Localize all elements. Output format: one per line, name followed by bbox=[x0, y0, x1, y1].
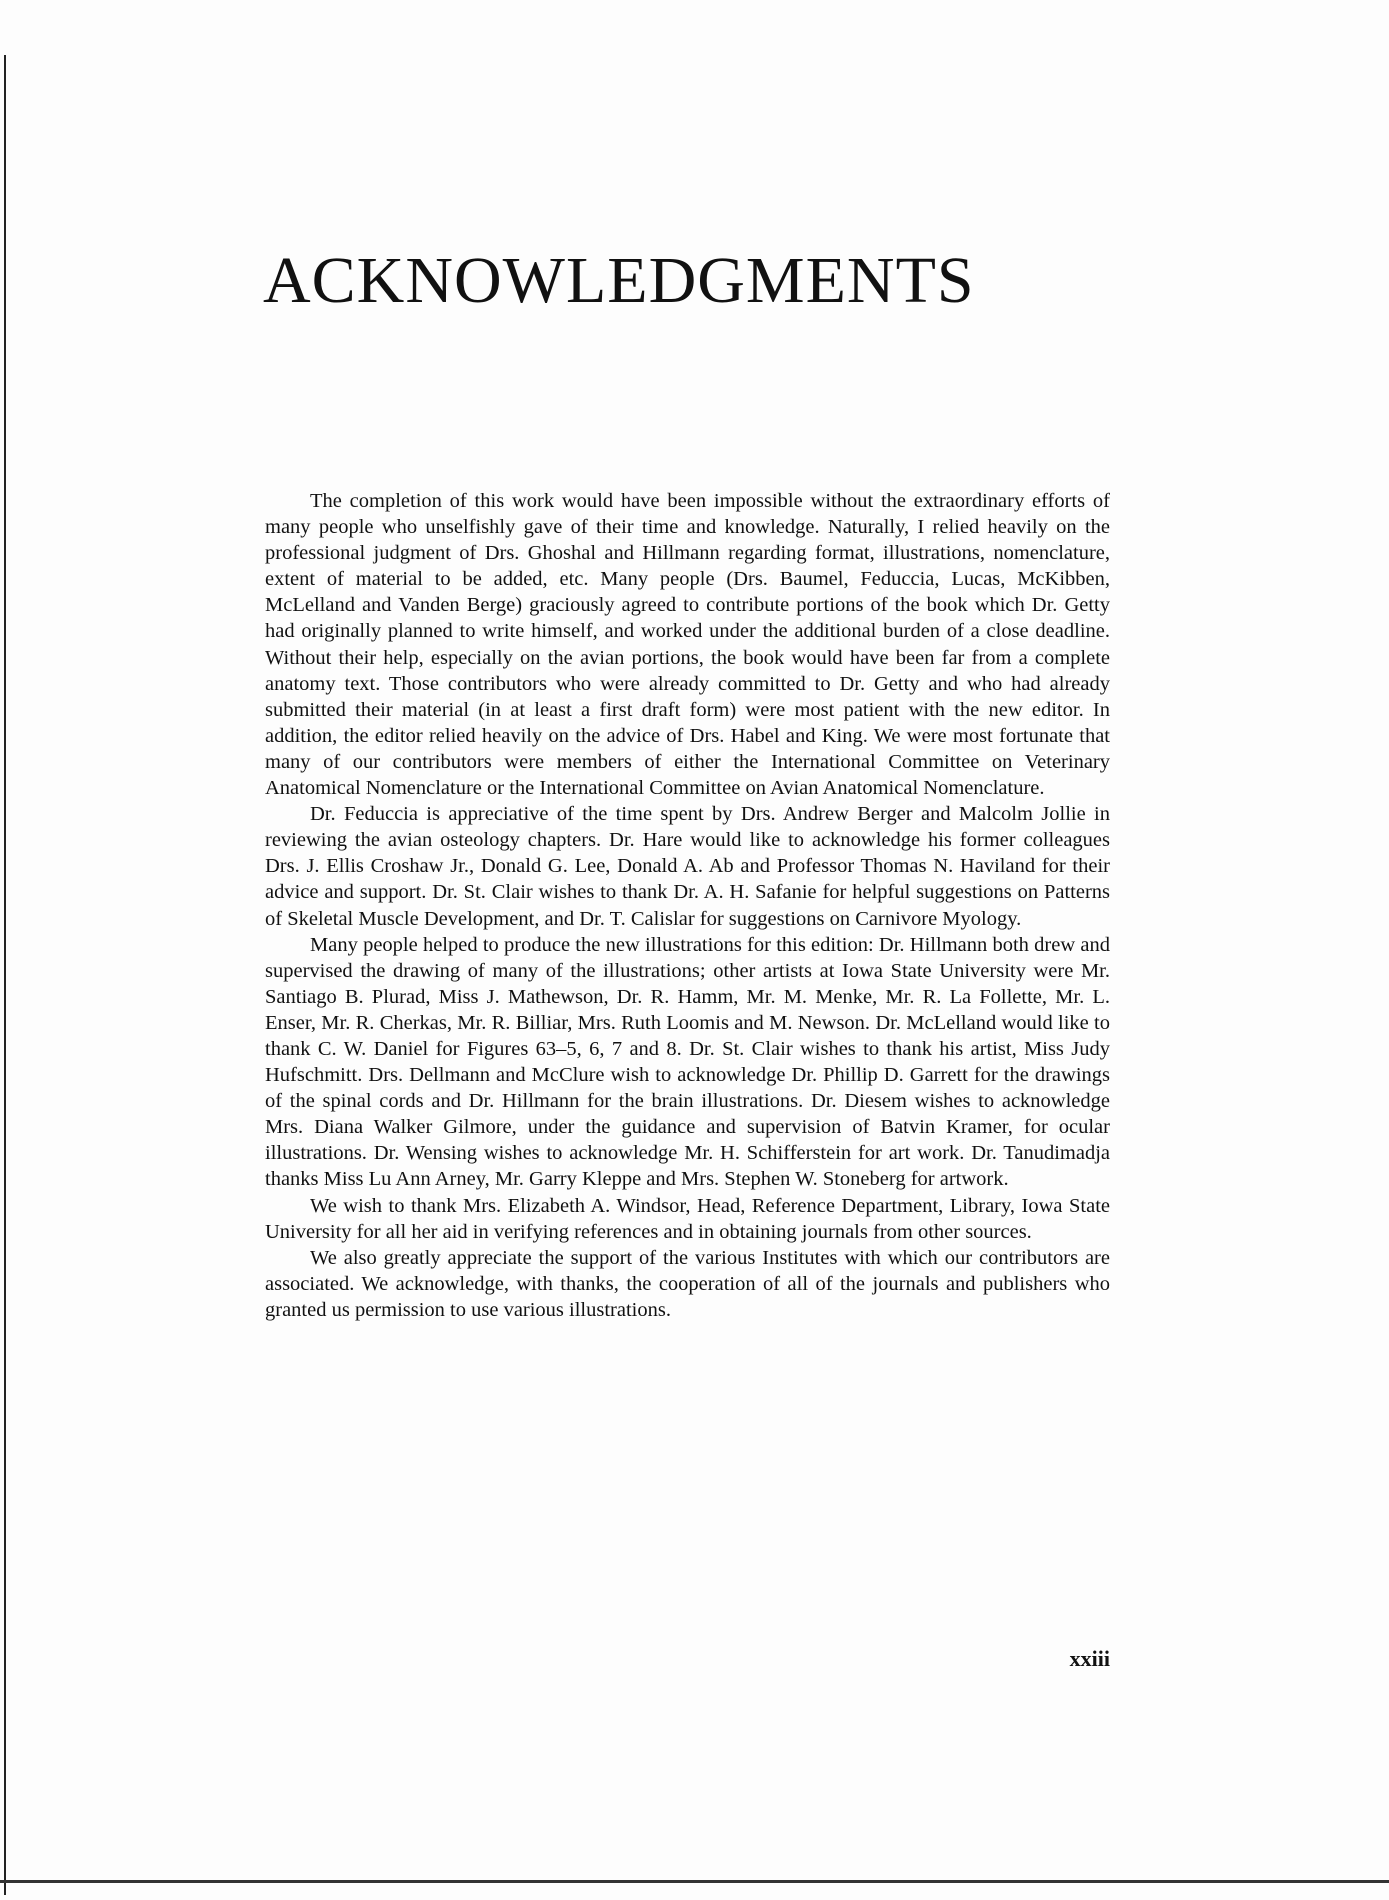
paragraph-completion: The completion of this work would have been impossible without the extraordinary efforts of many people who unselfishly gave of their time and knowledge. Naturally, I relied heavily on the professional judgment of Drs. Ghoshal and Hillmann regarding format, illustrations, nomenclature, extent of material to be added, etc. Many people (Drs. Baumel, Feduccia, Lucas, McKibben, McLelland and Vanden Berge) graciously agreed to contribute portions of the book which Dr. Getty had originally planned to write himself, and worked under the additional burden of a close deadline. Without their help, especially on the avian portions, the book would have been far from a complete anatomy text. Those contributors who were already committed to Dr. Getty and who had already submitted their material (in at least a first draft form) were most patient with the new editor. In addition, the editor relied heavily on the advice of Drs. Habel and King. We were most fortunate that many of our contributors were members of either the International Committee on Veterinary Anatomical Nomenclature or the International Committee on Avian Anatomical Nomenclature. bbox=[265, 490, 1110, 800]
page-number: xxiii bbox=[1069, 1646, 1110, 1671]
page-title: ACKNOWLEDGMENTS bbox=[263, 244, 975, 317]
acknowledgments-body bbox=[265, 488, 1110, 1323]
left-margin-rule bbox=[4, 55, 6, 1895]
paragraph-feduccia: Dr. Feduccia is appreciative of the time spent by Drs. Andrew Berger and Malcolm Jollie in reviewing the avian osteology chapters. Dr. Hare would like to acknowledge his former colleagues Drs. J. Ellis Croshaw Jr., Donald G. Lee, Donald A. Ab and Professor Thomas N. Haviland for their advice and support. Dr. St. Clair wishes to thank Dr. A. H. Safanie for helpful suggestions on Patterns of Skeletal Muscle Development, and Dr. T. Calislar for suggestions on Carnivore Myology. bbox=[265, 803, 1110, 930]
paragraph-institutes: We also greatly appreciate the support of the various Institutes with which our contributors are associated. We acknowledge, with thanks, the cooperation of all of the journals and publishers who granted us permission to use various illustrations. bbox=[265, 1246, 1110, 1321]
paragraph-illustrations: Many people helped to produce the new illustrations for this edition: Dr. Hillmann both drew and supervised the drawing of many of the illustrations; other artists at Iowa State University were Mr. Santiago B. Plurad, Miss J. Mathewson, Dr. R. Hamm, Mr. M. Menke, Mr. R. La Follette, Mr. L. Enser, Mr. R. Cherkas, Mr. R. Billiar, Mrs. Ruth Loomis and M. Newson. Dr. McLelland would like to thank C. W. Daniel for Figures 63–5, 6, 7 and 8. Dr. St. Clair wishes to thank his artist, Miss Judy Hufschmitt. Drs. Dellmann and McClure wish to acknowledge Dr. Phillip D. Garrett for the drawings of the spinal cords and Dr. Hillmann for the brain illustrations. Dr. Diesem wishes to acknowledge Mrs. Diana Walker Gilmore, under the guidance and supervision of Batvin Kramer, for ocular illustrations. Dr. Wensing wishes to acknowledge Mr. H. Schifferstein for art work. Dr. Tanudimadja thanks Miss Lu Ann Arney, Mr. Garry Kleppe and Mrs. Stephen W. Stoneberg for artwork. bbox=[265, 933, 1110, 1191]
bottom-edge-rule bbox=[0, 1880, 1389, 1883]
paragraph-library: We wish to thank Mrs. Elizabeth A. Windsor, Head, Reference Department, Library, Iowa State University for all her aid in verifying references and in obtaining journals from other sources. bbox=[265, 1194, 1110, 1243]
